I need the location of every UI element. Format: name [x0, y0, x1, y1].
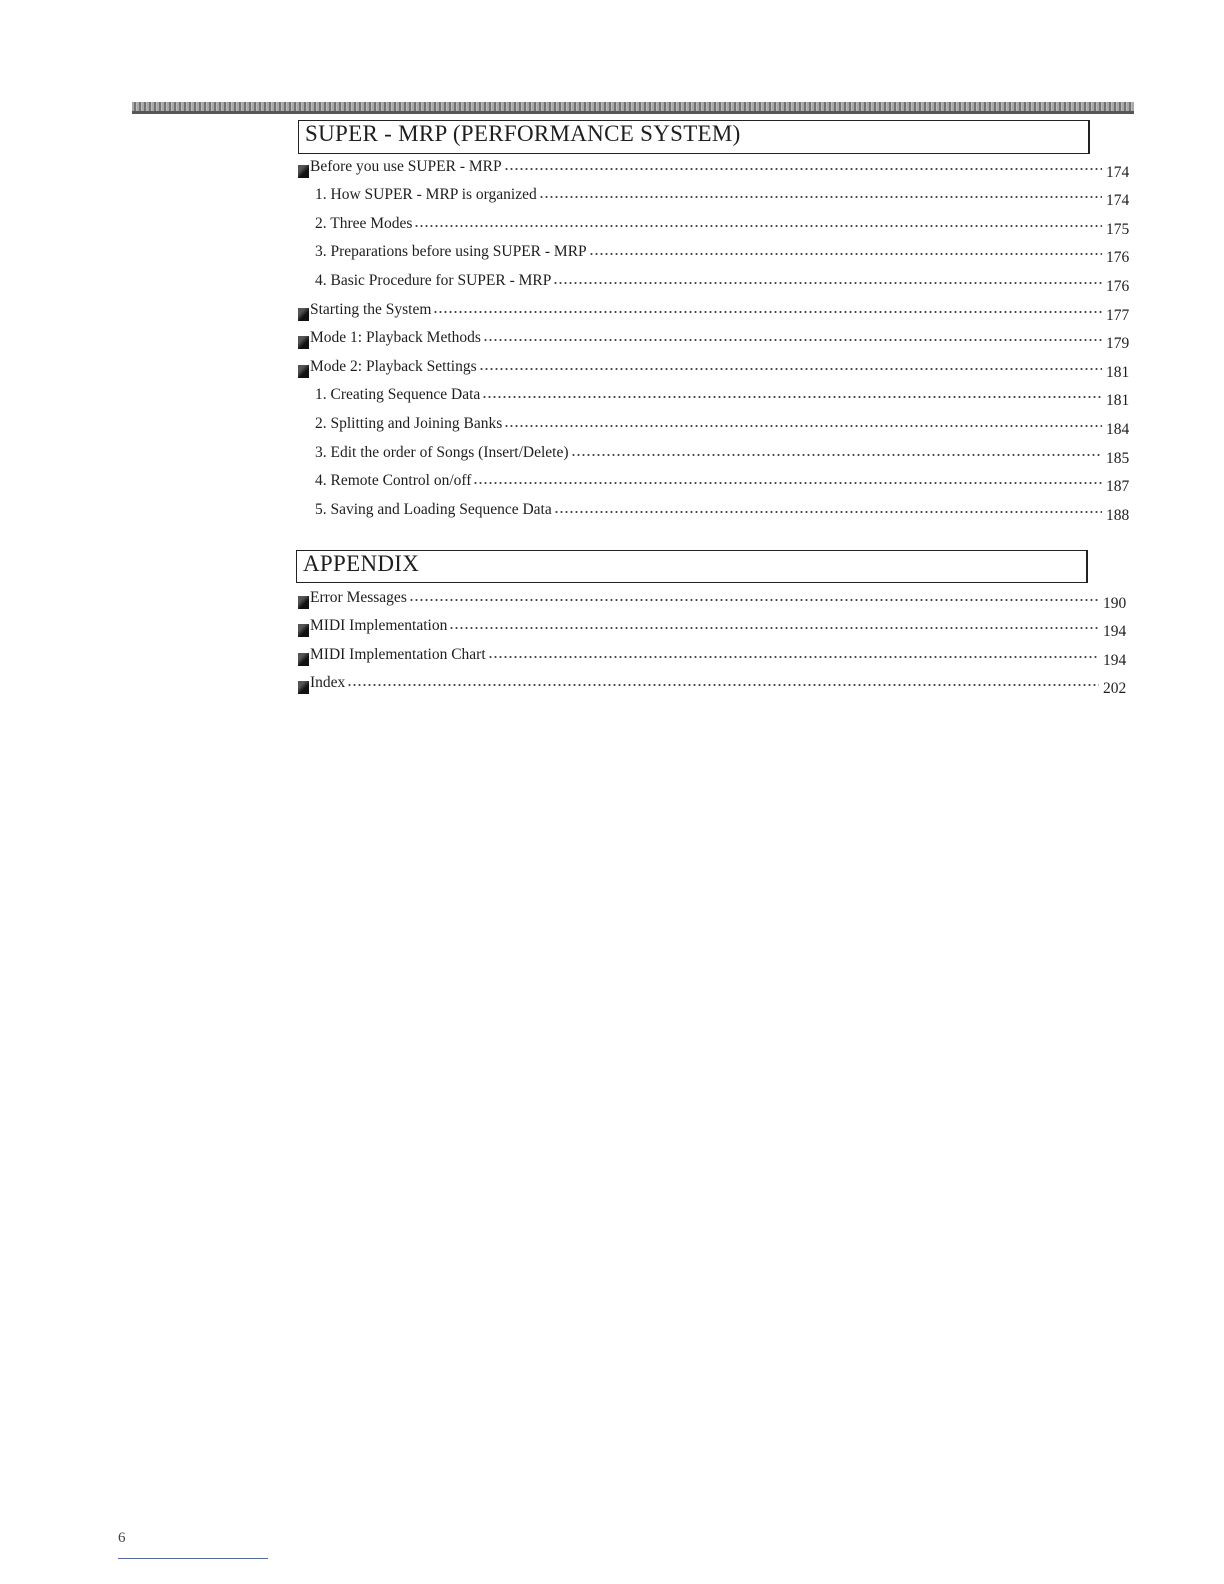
toc-entry: [298, 610, 1131, 639]
section-title: APPENDIX: [303, 551, 420, 576]
section-header-super-mrp: [298, 120, 1090, 154]
toc-entry-label: 4. Basic Procedure for SUPER - MRP: [315, 271, 552, 289]
dot-leader: [347, 684, 1099, 686]
toc-list-appendix: [298, 581, 1131, 698]
toc-entry: [298, 407, 1134, 436]
toc-entry-label: MIDI Implementation: [310, 617, 448, 635]
toc-entry-label: Before you use SUPER - MRP: [310, 157, 502, 175]
toc-entry-label: 5. Saving and Loading Sequence Data: [315, 500, 552, 518]
square-bullet-icon: [298, 365, 309, 378]
toc-entry: [298, 207, 1134, 236]
dot-leader: [433, 311, 1102, 313]
toc-entry-label: 1. Creating Sequence Data: [315, 386, 481, 404]
section-header-appendix: [296, 550, 1088, 583]
dot-leader: [553, 282, 1102, 284]
toc-entry: [298, 322, 1134, 351]
dot-leader: [589, 253, 1102, 255]
toc-entry-page: 179: [1106, 335, 1130, 353]
toc-entry-label: Error Messages: [310, 588, 407, 606]
toc-entry: [298, 667, 1131, 696]
toc-entry-label: 3. Preparations before using SUPER - MRP: [315, 243, 587, 261]
toc-entry: [298, 638, 1131, 667]
toc-entry: [298, 236, 1134, 265]
section-title: SUPER - MRP (PERFORMANCE SYSTEM): [305, 121, 741, 146]
toc-entry-page: 174: [1106, 163, 1130, 181]
toc-entry-page: 181: [1106, 363, 1130, 381]
dot-leader: [414, 225, 1102, 227]
dot-leader: [539, 196, 1102, 198]
toc-entry-label: Mode 2: Playback Settings: [310, 357, 477, 375]
toc-entry-label: Index: [310, 674, 346, 692]
square-bullet-icon: [298, 165, 309, 178]
toc-entry: [298, 379, 1134, 408]
page-number: 6: [118, 1530, 126, 1546]
square-bullet-icon: [298, 681, 309, 694]
toc-entry: [298, 493, 1134, 522]
toc-entry-label: 2. Splitting and Joining Banks: [315, 414, 503, 432]
dot-leader: [504, 425, 1102, 427]
toc-entry-page: 176: [1106, 249, 1130, 267]
toc-entry-label: MIDI Implementation Chart: [310, 645, 486, 663]
dot-leader: [488, 656, 1099, 658]
dot-leader: [449, 627, 1099, 629]
dot-leader: [483, 339, 1102, 341]
toc-entry-page: 177: [1106, 306, 1130, 324]
toc-entry-label: Mode 1: Playback Methods: [310, 329, 481, 347]
toc-entry: [298, 264, 1134, 293]
toc-entry: [298, 350, 1134, 379]
toc-entry: [298, 465, 1134, 494]
square-bullet-icon: [298, 596, 309, 609]
dot-leader: [571, 454, 1102, 456]
toc-entry: [298, 150, 1134, 179]
dot-leader: [479, 368, 1102, 370]
dot-leader: [504, 168, 1102, 170]
toc-entry-page: 194: [1103, 623, 1127, 641]
toc-entry-page: 202: [1103, 680, 1127, 698]
toc-entry-page: 176: [1106, 277, 1130, 295]
header-rule: [132, 102, 1134, 114]
toc-list-super-mrp: [298, 150, 1134, 522]
toc-entry-page: 184: [1106, 420, 1130, 438]
footer-rule: [118, 1558, 268, 1559]
square-bullet-icon: [298, 336, 309, 349]
toc-entry-page: 174: [1106, 192, 1130, 210]
toc-entry-label: 2. Three Modes: [315, 214, 413, 232]
toc-entry: [298, 293, 1134, 322]
toc-entry: [298, 581, 1131, 610]
toc-entry-page: 181: [1106, 392, 1130, 410]
toc-entry-page: 188: [1106, 506, 1130, 524]
toc-entry: [298, 436, 1134, 465]
toc-entry-page: 190: [1103, 594, 1127, 612]
toc-entry-label: Starting the System: [310, 300, 432, 318]
toc-entry-page: 185: [1106, 449, 1130, 467]
toc-entry-page: 194: [1103, 651, 1127, 669]
toc-entry-page: 175: [1106, 220, 1130, 238]
toc-entry-label: 4. Remote Control on/off: [315, 472, 472, 490]
square-bullet-icon: [298, 624, 309, 637]
toc-entry: [298, 179, 1134, 208]
toc-entry-label: 1. How SUPER - MRP is organized: [315, 186, 537, 204]
toc-entry-page: 187: [1106, 478, 1130, 496]
dot-leader: [554, 511, 1102, 513]
dot-leader: [409, 599, 1099, 601]
dot-leader: [473, 482, 1102, 484]
dot-leader: [482, 396, 1102, 398]
toc-entry-label: 3. Edit the order of Songs (Insert/Delete): [315, 443, 569, 461]
square-bullet-icon: [298, 653, 309, 666]
square-bullet-icon: [298, 308, 309, 321]
